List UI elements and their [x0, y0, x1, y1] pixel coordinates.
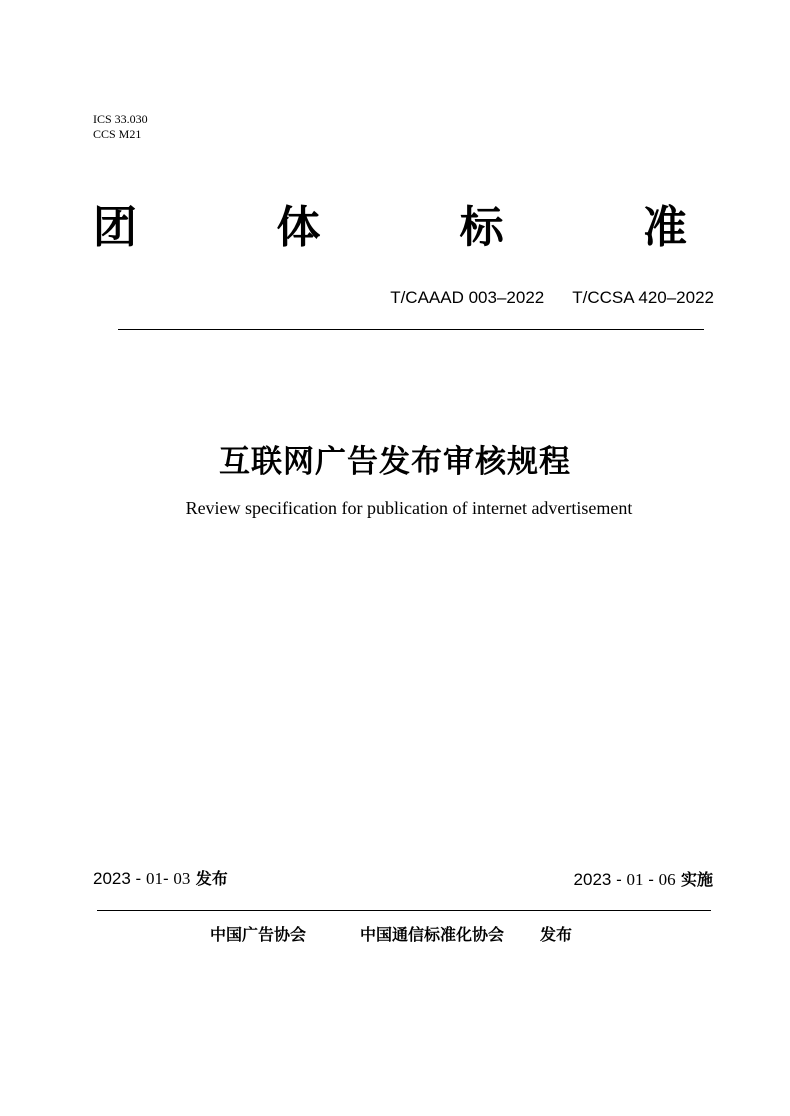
effective-separator-1: -	[611, 870, 627, 889]
standard-title-chinese: 互联网广告发布审核规程	[219, 444, 571, 480]
title-char-4: 准	[642, 202, 687, 253]
issue-day: 03	[173, 869, 191, 888]
issue-separator-2: -	[162, 869, 174, 888]
issue-separator-1: -	[130, 869, 146, 888]
issue-label: 发布	[195, 869, 228, 888]
footer-divider	[97, 910, 711, 911]
effective-month: 01	[626, 870, 644, 889]
issue-year: 2023	[93, 869, 131, 888]
ics-code: ICS 33.030	[93, 112, 148, 126]
effective-day: 06	[658, 870, 676, 889]
document-type-title	[93, 188, 687, 258]
publisher-caaad: 中国广告协会	[210, 925, 307, 944]
title-char-2: 体	[276, 202, 321, 253]
issue-date	[93, 866, 228, 889]
standard-title-english: Review specification for publication of internet advertisement	[185, 498, 633, 518]
publisher-ccsa: 中国通信标准化协会	[360, 925, 505, 944]
standard-number-caaad: T/CAAAD 003–2022	[390, 288, 545, 307]
header-divider	[118, 329, 704, 330]
issue-month: 01	[145, 869, 163, 888]
title-char-1: 团	[93, 202, 137, 253]
publish-label: 发布	[540, 925, 573, 944]
title-char-3: 标	[459, 202, 504, 253]
classification-codes	[93, 112, 148, 142]
ccs-code: CCS M21	[93, 127, 142, 141]
effective-date	[574, 867, 713, 890]
publishers-line	[210, 922, 572, 945]
effective-year: 2023	[573, 870, 612, 889]
standard-number-ccsa: T/CCSA 420–2022	[572, 288, 714, 307]
effective-separator-2: -	[643, 870, 659, 889]
standard-numbers	[390, 288, 714, 308]
effective-label: 实施	[680, 870, 713, 889]
